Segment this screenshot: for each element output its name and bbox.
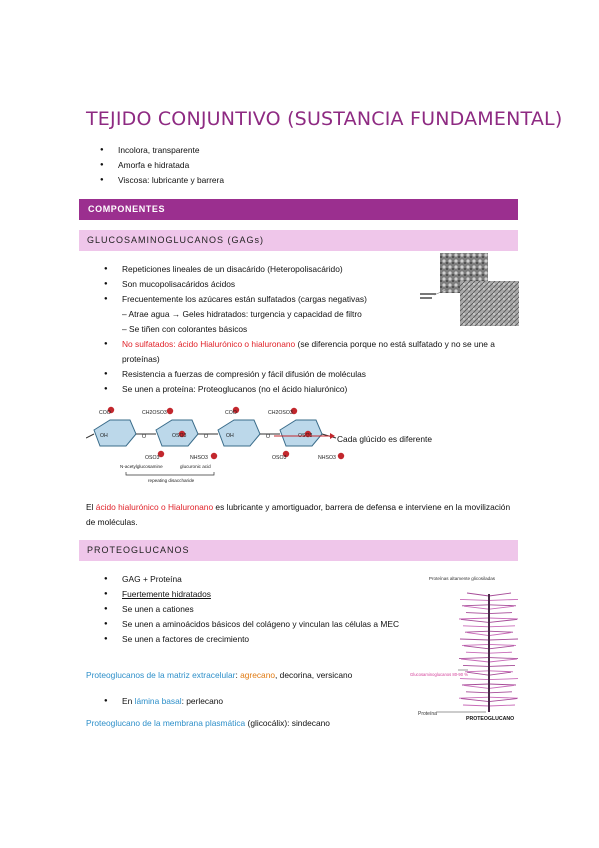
label-oso3-b: OSO3 [145, 455, 160, 461]
label-oh-b: OH [226, 433, 234, 439]
list-item-text: (se diferencia porque no está sulfatado y no se une a proteínas) [122, 339, 495, 364]
gag-bristle [465, 671, 489, 672]
list-item [104, 337, 518, 367]
gag-bristle [489, 685, 514, 688]
gag-bristle [462, 605, 489, 606]
gag-bristle [489, 658, 518, 659]
gag-bristle [489, 665, 515, 666]
section-title: PROTEOGLUCANOS [87, 545, 190, 555]
section-title: COMPONENTES [88, 204, 166, 214]
label-coo-b: COO [225, 410, 237, 416]
gag-bristle [489, 699, 517, 702]
gag-bristle [489, 626, 515, 627]
list-item: ● Resistencia a fuerzas de compresión y fácil difusión de moléculas [104, 367, 518, 382]
list-item: ● Se unen a cationes [104, 602, 402, 617]
gag-bristle [459, 618, 489, 619]
list-item: ● Fuertemente hidratados [104, 587, 402, 602]
highlight-blue: Proteoglucanos de la matriz extracelular [86, 670, 236, 680]
text: : [235, 670, 241, 680]
label-oso3-d: OSO3 [272, 455, 287, 461]
gag-bristle [461, 619, 489, 622]
gag-bristle [489, 633, 511, 636]
gag-bristle [489, 684, 516, 685]
label-ch2oso3: CH2OSO3 [142, 410, 167, 416]
label-ch2oso3-b: CH2OSO3 [268, 410, 293, 416]
label-nhso3-b: NHSO3 [318, 455, 336, 461]
list-item: ● Incolora, transparente [100, 143, 224, 158]
gag-bristle [460, 679, 489, 680]
hialuronico-paragraph [86, 500, 518, 530]
gag-bristle [464, 606, 489, 609]
label-oso3-c: OSO3 [298, 433, 313, 439]
gag-bristle [489, 605, 516, 606]
gag-bristle [461, 699, 489, 702]
list-item: ● Se unen a aminoácidos básicos del colágeno y vinculan las células a MEC [104, 617, 402, 632]
proteoglucano-figure [406, 574, 518, 724]
gag-bristle [489, 639, 518, 640]
gag-bristle [465, 631, 489, 632]
gag-bristle [489, 697, 518, 698]
text: , decorina, versicano [275, 670, 353, 680]
text: En [122, 696, 135, 706]
label-nhso3: NHSO3 [190, 455, 208, 461]
gag-bristle [460, 639, 489, 640]
label-proteina: Proteína [418, 711, 437, 717]
label-o: O [142, 434, 147, 440]
list-subitem: – Se tiñen con colorantes básicos [122, 324, 248, 334]
gag-bristle [464, 685, 489, 688]
membrana-line [86, 716, 330, 731]
gag-bristle [489, 606, 514, 609]
label-oso3: OSO3 [172, 433, 187, 439]
proteoglucano-drawing [406, 574, 518, 724]
gag-bristle [466, 613, 489, 614]
label-o-b: O [204, 434, 209, 440]
gag-bristle [460, 599, 489, 600]
gag-bristle [464, 646, 489, 649]
gag-bristle [463, 626, 489, 627]
label-proteoglucano: PROTEOGLUCANO [466, 716, 515, 722]
gag-bristle [467, 672, 489, 675]
gag-bristle [466, 692, 489, 693]
gag-bristle [489, 618, 518, 619]
gag-bristle [461, 659, 489, 662]
gag-bristle [489, 613, 512, 614]
list-item: ● GAG + Proteína [104, 572, 402, 587]
gag-bristle [459, 697, 489, 698]
gag-bristle [489, 692, 512, 693]
highlight-orange: agrecano [240, 670, 276, 680]
gag-bristle [489, 599, 518, 600]
pg-list [104, 572, 402, 647]
gag-bristle [462, 644, 489, 645]
micrograph-image [418, 253, 519, 326]
section-header-proteoglucanos [79, 540, 518, 561]
list-item [104, 694, 223, 709]
list-item: ● Viscosa: lubricante y barrera [100, 173, 224, 188]
sugar-ring [218, 420, 260, 446]
text: : perlecano [181, 696, 224, 706]
intro-list [100, 143, 224, 188]
gag-bristle [489, 671, 513, 672]
label-o-c: O [266, 434, 271, 440]
section-title: GLUCOSAMINOGLUCANOS (GAGs) [87, 235, 265, 245]
gag-bristle [463, 665, 489, 666]
label-oh: OH [100, 433, 108, 439]
gag-bristle [489, 593, 511, 596]
highlight-blue: lámina basal [134, 696, 182, 706]
list-item: ● Se unen a factores de crecimiento [104, 632, 402, 647]
label-gag: Glucosaminoglucanos 80-90 % [410, 672, 468, 677]
gag-bristle [489, 705, 515, 706]
gag-bristle [489, 652, 512, 653]
label-glucuronic-acid: glucuronic acid [180, 464, 211, 469]
gag-bristle [466, 652, 489, 653]
label-acetylglucosamine: N-acetylglucosamine [120, 464, 163, 469]
gag-bristle [489, 631, 513, 632]
gag-bristle [489, 644, 516, 645]
list-item: ● Se unen a proteína: Proteoglucanos (no el ácido hialurónico) [104, 382, 518, 397]
gag-bristle [462, 684, 489, 685]
matriz-line [86, 668, 352, 683]
gag-bristle [463, 705, 489, 706]
lamina-list [104, 694, 223, 709]
label-coo: COO [99, 410, 111, 416]
highlight-blue: Proteoglucano de la membrana plasmática [86, 718, 246, 728]
list-item: ● Son mucopolisacáridos ácidos [104, 277, 518, 292]
gag-bristle [489, 659, 517, 662]
highlight-red: No sulfatados: ácido Hialurónico o hialuronano [122, 339, 296, 349]
label-repeating-disaccharide: repeating disaccharide [148, 478, 195, 483]
gag-bristle [467, 593, 489, 596]
section-header-componentes [79, 199, 518, 220]
list-item: ● Amorfa e hidratada [100, 158, 224, 173]
list-item: ● Frecuentemente los azúcares están sulfatados (cargas negativas) [104, 292, 518, 307]
page-title: TEJIDO CONJUNTIVO (SUSTANCIA FUNDAMENTAL) [86, 108, 563, 130]
gag-bristle [489, 679, 518, 680]
gag-bristle [489, 672, 511, 675]
label-glicosiladas: Proteínas altamente glicosiladas [428, 576, 496, 581]
text: (glicocálix): sindecano [245, 718, 330, 728]
arrow-label: Cada glúcido es diferente [337, 434, 432, 444]
list-subitem: – Atrae agua → Geles hidratados: turgencia y capacidad de filtro [122, 309, 362, 319]
paragraph-text: El [86, 502, 96, 512]
section-header-gag [79, 230, 518, 251]
highlight-red: ácido hialurónico o Hialuronano [95, 502, 214, 512]
gag-bristle [467, 633, 489, 636]
gag-bristle [489, 646, 514, 649]
gag-bristle [489, 619, 517, 622]
paragraph-text: es lubricante y amortiguador, barrera de defensa e interviene en la movilización de moléculas. [86, 502, 511, 527]
gag-bristle [459, 658, 489, 659]
list-item: ● Repeticiones lineales de un disacárido (Heteropolisacárido) [104, 262, 518, 277]
